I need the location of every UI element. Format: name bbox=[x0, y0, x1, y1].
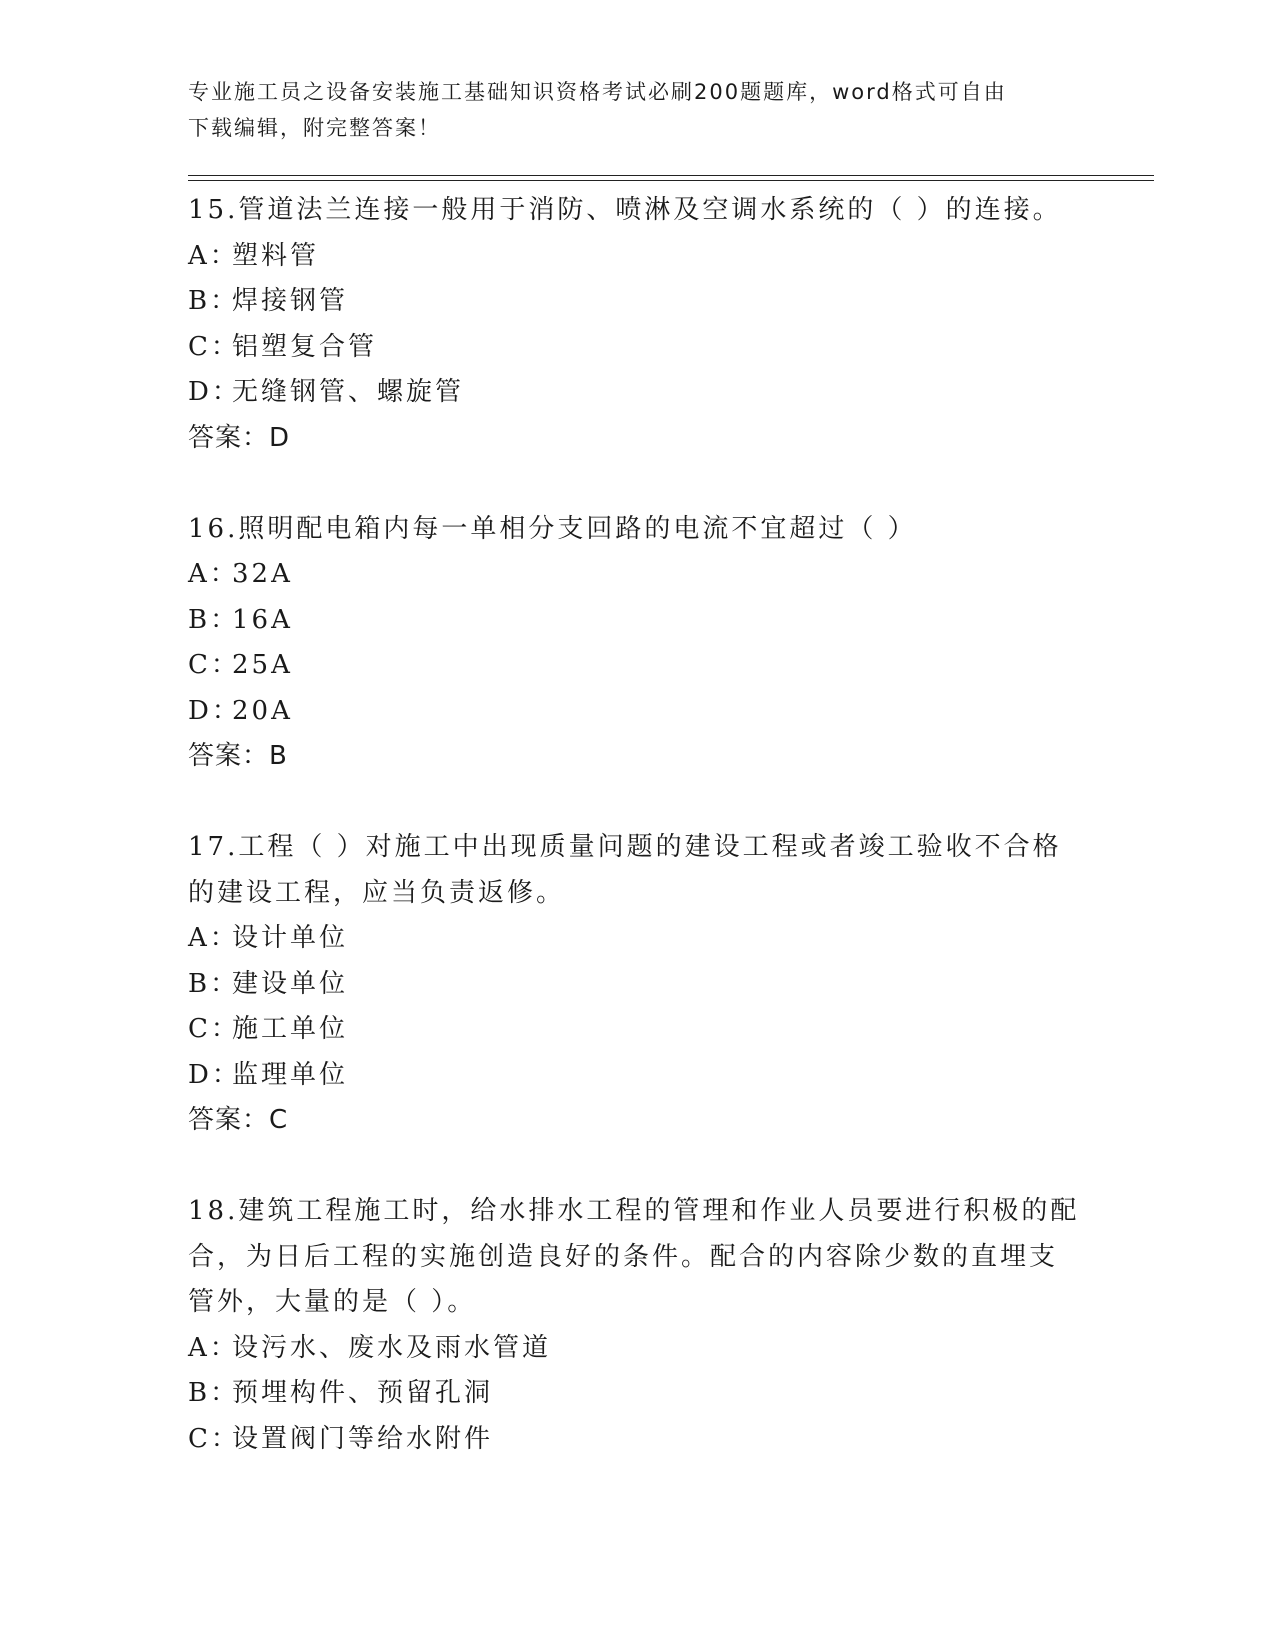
option-key: B： bbox=[188, 1378, 240, 1408]
option-d bbox=[188, 1053, 1088, 1099]
option-key: D： bbox=[188, 695, 241, 726]
question-item bbox=[188, 825, 1088, 1144]
header-line-1: 专业施工员之设备安装施工基础知识资格考试必刷200题题库，word格式可自由 bbox=[188, 80, 1007, 104]
option-text: 设计单位 bbox=[232, 923, 349, 953]
option-b bbox=[188, 279, 1088, 325]
option-text: 32A bbox=[232, 559, 293, 589]
question-spacer bbox=[188, 461, 1088, 507]
option-c bbox=[188, 1417, 1088, 1463]
header-divider-top bbox=[188, 175, 1154, 176]
question-item bbox=[188, 1189, 1088, 1462]
answer-line: 答案：C bbox=[188, 1105, 289, 1135]
option-text: 建设单位 bbox=[232, 968, 349, 999]
option-d bbox=[188, 370, 1088, 416]
option-text: 无缝钢管、螺旋管 bbox=[232, 377, 465, 407]
option-key: C： bbox=[188, 331, 240, 362]
header-line-2: 下载编辑，附完整答案！ bbox=[188, 116, 441, 140]
question-stem-continued: 管外，大量的是（ ）。 bbox=[188, 1287, 477, 1317]
option-key: C： bbox=[188, 1014, 240, 1044]
option-key: D： bbox=[188, 377, 241, 407]
option-key: D： bbox=[188, 1059, 241, 1090]
option-c bbox=[188, 1007, 1088, 1053]
option-text: 施工单位 bbox=[232, 1014, 349, 1044]
option-b bbox=[188, 598, 1088, 644]
option-text: 设置阀门等给水附件 bbox=[232, 1423, 494, 1454]
header-divider-bottom bbox=[188, 180, 1154, 181]
question-stem-continued: 的建设工程，应当负责返修。 bbox=[188, 877, 566, 908]
question-item bbox=[188, 188, 1088, 461]
question-item bbox=[188, 507, 1088, 780]
question-stem: 15.管道法兰连接一般用于消防、喷淋及空调水系统的（ ）的连接。 bbox=[188, 195, 1062, 225]
option-text: 预埋构件、预留孔洞 bbox=[232, 1378, 494, 1408]
answer-line: 答案：D bbox=[188, 422, 291, 453]
option-a bbox=[188, 234, 1088, 280]
option-text: 20A bbox=[232, 695, 293, 726]
option-a bbox=[188, 552, 1088, 598]
option-text: 监理单位 bbox=[232, 1059, 349, 1090]
option-text: 25A bbox=[232, 650, 293, 680]
option-text: 焊接钢管 bbox=[232, 286, 349, 316]
answer-line: 答案：B bbox=[188, 741, 288, 771]
option-b bbox=[188, 1371, 1088, 1417]
option-key: A： bbox=[188, 240, 239, 271]
option-text: 塑料管 bbox=[232, 240, 320, 271]
option-text: 设污水、废水及雨水管道 bbox=[232, 1332, 552, 1363]
question-stem-continued: 合，为日后工程的实施创造良好的条件。配合的内容除少数的直埋支 bbox=[188, 1241, 1059, 1272]
option-text: 铝塑复合管 bbox=[232, 331, 378, 362]
option-c bbox=[188, 325, 1088, 371]
option-key: B： bbox=[188, 968, 240, 999]
option-key: C： bbox=[188, 1423, 240, 1454]
option-key: A： bbox=[188, 923, 239, 953]
question-spacer bbox=[188, 1144, 1088, 1190]
question-stem: 18.建筑工程施工时，给水排水工程的管理和作业人员要进行积极的配 bbox=[188, 1196, 1080, 1226]
document-header bbox=[188, 74, 1068, 146]
option-a bbox=[188, 916, 1088, 962]
option-a bbox=[188, 1326, 1088, 1372]
question-list bbox=[188, 188, 1088, 1462]
option-d bbox=[188, 689, 1088, 735]
option-key: A： bbox=[188, 1332, 239, 1363]
option-key: A： bbox=[188, 559, 239, 589]
option-key: B： bbox=[188, 286, 240, 316]
option-key: B： bbox=[188, 604, 240, 635]
option-key: C： bbox=[188, 650, 240, 680]
question-spacer bbox=[188, 780, 1088, 826]
option-b bbox=[188, 962, 1088, 1008]
option-c bbox=[188, 643, 1088, 689]
question-stem: 17.工程（ ）对施工中出现质量问题的建设工程或者竣工验收不合格 bbox=[188, 832, 1062, 862]
option-text: 16A bbox=[232, 604, 293, 635]
question-stem: 16.照明配电箱内每一单相分支回路的电流不宜超过（ ） bbox=[188, 513, 917, 544]
